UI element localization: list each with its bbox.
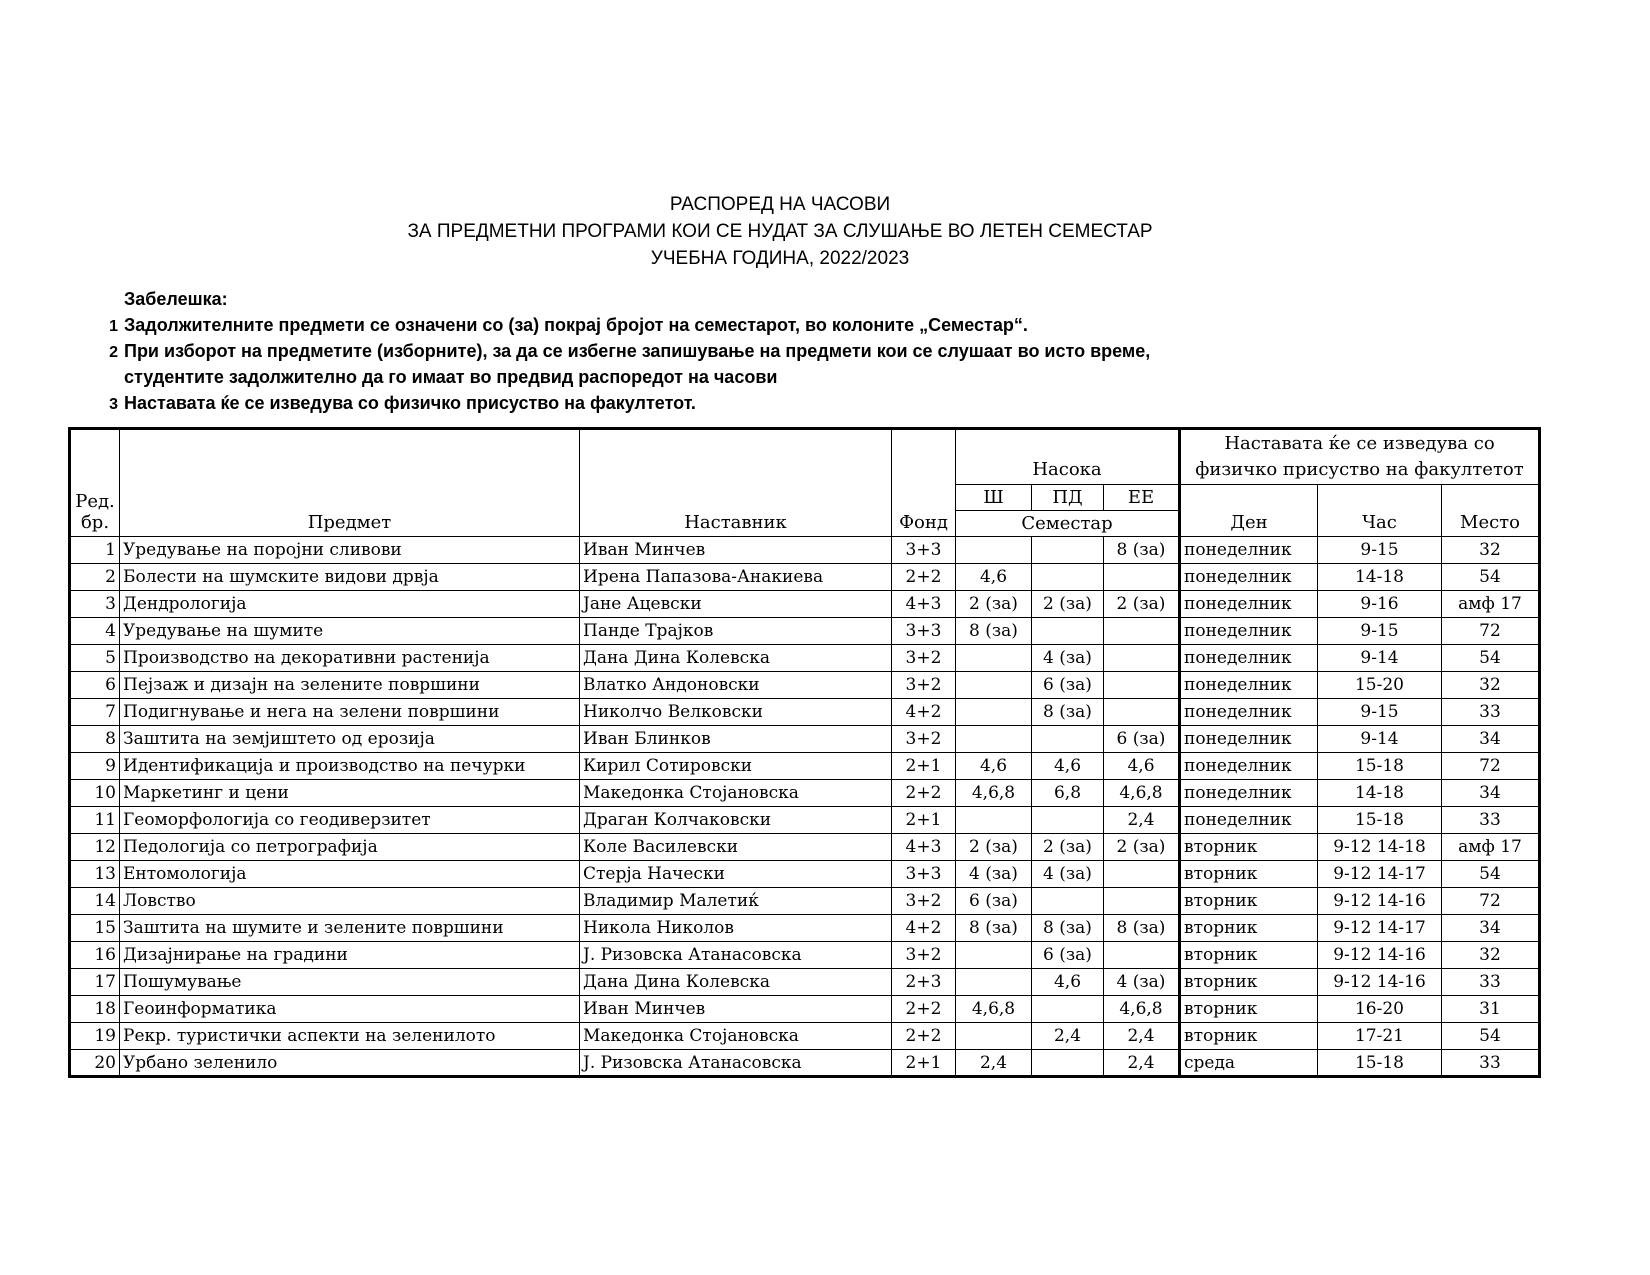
- cell-sh: [956, 645, 1032, 672]
- cell-day: понеделник: [1180, 537, 1318, 564]
- cell-ee: 8 (за): [1104, 915, 1180, 942]
- cell-day: понеделник: [1180, 780, 1318, 807]
- cell-fond: 3+2: [892, 726, 956, 753]
- header-subject: Предмет: [120, 429, 580, 537]
- cell-day: понеделник: [1180, 591, 1318, 618]
- cell-teacher: Панде Трајков: [580, 618, 892, 645]
- cell-sh: 6 (за): [956, 888, 1032, 915]
- cell-place: 72: [1442, 618, 1540, 645]
- table-row: [70, 618, 1540, 645]
- cell-teacher: Иван Минчев: [580, 996, 892, 1023]
- cell-fond: 3+2: [892, 645, 956, 672]
- cell-hour: 9-12 14-17: [1318, 861, 1442, 888]
- cell-hour: 9-12 14-16: [1318, 942, 1442, 969]
- cell-pd: 4 (за): [1032, 861, 1104, 888]
- header-presence: Наставата ќе се изведува со физичко присуство на факултетот: [1180, 429, 1540, 485]
- cell-no: 19: [70, 1023, 120, 1050]
- header-nasoka: Насока: [956, 429, 1180, 485]
- cell-fond: 2+1: [892, 753, 956, 780]
- cell-teacher: Македонка Стојановска: [580, 1023, 892, 1050]
- cell-fond: 4+3: [892, 591, 956, 618]
- cell-ee: [1104, 618, 1180, 645]
- cell-hour: 9-12 14-16: [1318, 888, 1442, 915]
- cell-day: понеделник: [1180, 807, 1318, 834]
- cell-no: 12: [70, 834, 120, 861]
- cell-no: 17: [70, 969, 120, 996]
- table-row: [70, 1050, 1540, 1077]
- cell-fond: 3+2: [892, 942, 956, 969]
- cell-ee: [1104, 942, 1180, 969]
- cell-sh: 4,6: [956, 753, 1032, 780]
- cell-subject: Подигнување и нега на зелени површини: [120, 699, 580, 726]
- cell-day: вторник: [1180, 861, 1318, 888]
- cell-pd: [1032, 564, 1104, 591]
- cell-subject: Пејзаж и дизајн на зелените површини: [120, 672, 580, 699]
- cell-pd: [1032, 888, 1104, 915]
- cell-place: 31: [1442, 996, 1540, 1023]
- cell-subject: Болести на шумските видови дрвја: [120, 564, 580, 591]
- note-heading: Забелешка:: [124, 289, 228, 309]
- cell-place: 72: [1442, 753, 1540, 780]
- cell-pd: [1032, 537, 1104, 564]
- page-subtitle: ЗА ПРЕДМЕТНИ ПРОГРАМИ КОИ СЕ НУДАТ ЗА СЛУШАЊЕ ВО ЛЕТЕН СЕМЕСТАР: [407, 221, 1153, 242]
- cell-sh: 8 (за): [956, 618, 1032, 645]
- cell-teacher: Иван Блинков: [580, 726, 892, 753]
- cell-hour: 17-21: [1318, 1023, 1442, 1050]
- cell-sh: [956, 699, 1032, 726]
- cell-pd: 4,6: [1032, 753, 1104, 780]
- cell-fond: 2+1: [892, 807, 956, 834]
- note-item: 3 Наставата ќе се изведува со физичко присуство на факултетот.: [109, 393, 696, 413]
- cell-ee: 2,4: [1104, 1050, 1180, 1077]
- cell-pd: [1032, 1050, 1104, 1077]
- cell-subject: Производство на декоративни растенија: [120, 645, 580, 672]
- cell-ee: 8 (за): [1104, 537, 1180, 564]
- cell-hour: 15-18: [1318, 1050, 1442, 1077]
- cell-place: 32: [1442, 537, 1540, 564]
- cell-pd: 8 (за): [1032, 915, 1104, 942]
- cell-subject: Маркетинг и цени: [120, 780, 580, 807]
- cell-sh: 2 (за): [956, 834, 1032, 861]
- table-row: [70, 537, 1540, 564]
- cell-teacher: Јане Ацевски: [580, 591, 892, 618]
- cell-sh: [956, 1023, 1032, 1050]
- cell-place: 33: [1442, 699, 1540, 726]
- cell-fond: 2+2: [892, 564, 956, 591]
- cell-subject: Идентификација и производство на печурки: [120, 753, 580, 780]
- cell-sh: 4 (за): [956, 861, 1032, 888]
- cell-hour: 9-14: [1318, 645, 1442, 672]
- cell-teacher: Македонка Стојановска: [580, 780, 892, 807]
- cell-fond: 3+3: [892, 618, 956, 645]
- cell-fond: 4+2: [892, 915, 956, 942]
- cell-teacher: Ирена Папазова-Анакиева: [580, 564, 892, 591]
- cell-place: амф 17: [1442, 591, 1540, 618]
- table-row: [70, 996, 1540, 1023]
- header-sh: Ш: [956, 485, 1032, 511]
- cell-no: 9: [70, 753, 120, 780]
- cell-ee: [1104, 672, 1180, 699]
- cell-fond: 2+2: [892, 1023, 956, 1050]
- cell-no: 11: [70, 807, 120, 834]
- cell-no: 1: [70, 537, 120, 564]
- cell-hour: 9-12 14-18: [1318, 834, 1442, 861]
- cell-ee: 2 (за): [1104, 591, 1180, 618]
- cell-no: 2: [70, 564, 120, 591]
- cell-place: 72: [1442, 888, 1540, 915]
- cell-no: 8: [70, 726, 120, 753]
- cell-teacher: Ј. Ризовска Атанасовска: [580, 1050, 892, 1077]
- cell-pd: 2 (за): [1032, 591, 1104, 618]
- cell-no: 3: [70, 591, 120, 618]
- cell-ee: [1104, 861, 1180, 888]
- cell-subject: Геоинформатика: [120, 996, 580, 1023]
- cell-teacher: Кирил Сотировски: [580, 753, 892, 780]
- cell-hour: 9-15: [1318, 537, 1442, 564]
- header-day: Ден: [1180, 485, 1318, 537]
- cell-subject: Геоморфологија со геодиверзитет: [120, 807, 580, 834]
- cell-ee: 4,6,8: [1104, 996, 1180, 1023]
- cell-no: 13: [70, 861, 120, 888]
- header-pd: ПД: [1032, 485, 1104, 511]
- cell-hour: 15-18: [1318, 753, 1442, 780]
- cell-teacher: Николчо Велковски: [580, 699, 892, 726]
- notes-section: [96, 286, 1150, 416]
- cell-hour: 9-16: [1318, 591, 1442, 618]
- cell-place: 54: [1442, 645, 1540, 672]
- cell-place: 34: [1442, 915, 1540, 942]
- cell-day: понеделник: [1180, 672, 1318, 699]
- cell-ee: 2 (за): [1104, 834, 1180, 861]
- cell-hour: 9-12 14-17: [1318, 915, 1442, 942]
- cell-no: 18: [70, 996, 120, 1023]
- cell-day: среда: [1180, 1050, 1318, 1077]
- cell-subject: Рекр. туристички аспекти на зеленилото: [120, 1023, 580, 1050]
- cell-sh: 4,6,8: [956, 996, 1032, 1023]
- cell-fond: 4+2: [892, 699, 956, 726]
- cell-subject: Ентомологија: [120, 861, 580, 888]
- cell-pd: 2,4: [1032, 1023, 1104, 1050]
- cell-place: 33: [1442, 969, 1540, 996]
- cell-fond: 2+1: [892, 1050, 956, 1077]
- cell-fond: 2+3: [892, 969, 956, 996]
- cell-subject: Заштита на шумите и зелените површини: [120, 915, 580, 942]
- cell-teacher: Дана Дина Колевска: [580, 645, 892, 672]
- cell-no: 20: [70, 1050, 120, 1077]
- cell-fond: 3+2: [892, 888, 956, 915]
- cell-hour: 9-15: [1318, 699, 1442, 726]
- table-row: [70, 564, 1540, 591]
- cell-day: вторник: [1180, 888, 1318, 915]
- cell-sh: 4,6: [956, 564, 1032, 591]
- cell-day: вторник: [1180, 834, 1318, 861]
- cell-teacher: Владимир Малетиќ: [580, 888, 892, 915]
- cell-sh: [956, 672, 1032, 699]
- cell-teacher: Иван Минчев: [580, 537, 892, 564]
- table-row: [70, 753, 1540, 780]
- cell-hour: 15-18: [1318, 807, 1442, 834]
- cell-place: 34: [1442, 780, 1540, 807]
- table-row: [70, 699, 1540, 726]
- cell-no: 14: [70, 888, 120, 915]
- cell-teacher: Стерја Начески: [580, 861, 892, 888]
- cell-hour: 14-18: [1318, 780, 1442, 807]
- cell-teacher: Никола Николов: [580, 915, 892, 942]
- cell-day: понеделник: [1180, 645, 1318, 672]
- cell-pd: 2 (за): [1032, 834, 1104, 861]
- cell-place: 32: [1442, 942, 1540, 969]
- cell-subject: Урбано зеленило: [120, 1050, 580, 1077]
- note-item: 1 Задолжителните предмети се означени со (за) покрај бројот на семестарот, во колоните „Семестар“.: [109, 315, 1028, 335]
- cell-sh: [956, 726, 1032, 753]
- cell-subject: Уредување на шумите: [120, 618, 580, 645]
- cell-subject: Дендрологија: [120, 591, 580, 618]
- table-row: [70, 1023, 1540, 1050]
- cell-pd: [1032, 726, 1104, 753]
- cell-pd: 6,8: [1032, 780, 1104, 807]
- table-row: [70, 726, 1540, 753]
- cell-place: 34: [1442, 726, 1540, 753]
- cell-pd: [1032, 996, 1104, 1023]
- note-item: 2 При изборот на предметите (изборните), за да се избегне запишување на предмети кои се слушаат во исто време,: [109, 341, 1151, 361]
- cell-hour: 14-18: [1318, 564, 1442, 591]
- cell-pd: 6 (за): [1032, 672, 1104, 699]
- cell-sh: [956, 807, 1032, 834]
- header-semestar: Семестар: [956, 511, 1180, 537]
- cell-subject: Пошумување: [120, 969, 580, 996]
- cell-subject: Ловство: [120, 888, 580, 915]
- cell-teacher: Ј. Ризовска Атанасовска: [580, 942, 892, 969]
- cell-hour: 9-12 14-16: [1318, 969, 1442, 996]
- cell-ee: [1104, 888, 1180, 915]
- table-row: [70, 807, 1540, 834]
- cell-ee: 2,4: [1104, 807, 1180, 834]
- cell-day: понеделник: [1180, 699, 1318, 726]
- cell-sh: 2 (за): [956, 591, 1032, 618]
- cell-teacher: Влатко Андоновски: [580, 672, 892, 699]
- cell-pd: [1032, 618, 1104, 645]
- cell-place: амф 17: [1442, 834, 1540, 861]
- cell-day: вторник: [1180, 969, 1318, 996]
- cell-no: 7: [70, 699, 120, 726]
- table-row: [70, 672, 1540, 699]
- cell-fond: 4+3: [892, 834, 956, 861]
- cell-ee: [1104, 645, 1180, 672]
- cell-hour: 15-20: [1318, 672, 1442, 699]
- cell-sh: [956, 969, 1032, 996]
- cell-day: вторник: [1180, 996, 1318, 1023]
- cell-subject: Дизајнирање на градини: [120, 942, 580, 969]
- cell-hour: 9-15: [1318, 618, 1442, 645]
- cell-sh: 8 (за): [956, 915, 1032, 942]
- cell-day: понеделник: [1180, 618, 1318, 645]
- cell-no: 15: [70, 915, 120, 942]
- cell-place: 54: [1442, 1023, 1540, 1050]
- table-row: [70, 861, 1540, 888]
- cell-no: 4: [70, 618, 120, 645]
- cell-day: вторник: [1180, 942, 1318, 969]
- cell-fond: 3+3: [892, 861, 956, 888]
- cell-place: 33: [1442, 1050, 1540, 1077]
- cell-teacher: Дана Дина Колевска: [580, 969, 892, 996]
- cell-ee: [1104, 564, 1180, 591]
- cell-sh: 4,6,8: [956, 780, 1032, 807]
- cell-fond: 2+2: [892, 780, 956, 807]
- table-row: [70, 915, 1540, 942]
- cell-ee: 2,4: [1104, 1023, 1180, 1050]
- cell-subject: Уредување на поројни сливови: [120, 537, 580, 564]
- header-hour: Час: [1318, 485, 1442, 537]
- cell-ee: 4,6: [1104, 753, 1180, 780]
- cell-ee: 6 (за): [1104, 726, 1180, 753]
- table-row: [70, 591, 1540, 618]
- header-teacher: Наставник: [580, 429, 892, 537]
- cell-hour: 9-14: [1318, 726, 1442, 753]
- cell-fond: 3+3: [892, 537, 956, 564]
- table-row: [70, 888, 1540, 915]
- cell-place: 32: [1442, 672, 1540, 699]
- cell-place: 33: [1442, 807, 1540, 834]
- note-item: студентите задолжително да го имаат во предвид распоредот на часови: [124, 367, 778, 387]
- cell-day: вторник: [1180, 1023, 1318, 1050]
- cell-pd: 8 (за): [1032, 699, 1104, 726]
- table-row: [70, 780, 1540, 807]
- cell-subject: Заштита на земјиштето од ерозија: [120, 726, 580, 753]
- cell-no: 6: [70, 672, 120, 699]
- table-row: [70, 942, 1540, 969]
- cell-subject: Педологија со петрографија: [120, 834, 580, 861]
- header-no: Ред. бр.: [70, 429, 120, 537]
- table-row: [70, 645, 1540, 672]
- cell-teacher: Коле Василевски: [580, 834, 892, 861]
- table-row: [70, 834, 1540, 861]
- cell-pd: [1032, 807, 1104, 834]
- cell-sh: [956, 942, 1032, 969]
- academic-year: УЧЕБНА ГОДИНА, 2022/2023: [650, 248, 910, 269]
- cell-sh: [956, 537, 1032, 564]
- cell-day: вторник: [1180, 915, 1318, 942]
- cell-fond: 3+2: [892, 672, 956, 699]
- cell-day: понеделник: [1180, 564, 1318, 591]
- cell-no: 10: [70, 780, 120, 807]
- header-place: Место: [1442, 485, 1540, 537]
- page-title: РАСПОРЕД НА ЧАСОВИ: [669, 194, 891, 215]
- cell-place: 54: [1442, 564, 1540, 591]
- cell-sh: 2,4: [956, 1050, 1032, 1077]
- cell-ee: 4 (за): [1104, 969, 1180, 996]
- cell-day: понеделник: [1180, 753, 1318, 780]
- schedule-table: [68, 427, 1541, 1078]
- cell-no: 16: [70, 942, 120, 969]
- cell-hour: 16-20: [1318, 996, 1442, 1023]
- cell-fond: 2+2: [892, 996, 956, 1023]
- cell-place: 54: [1442, 861, 1540, 888]
- header-fond: Фонд: [892, 429, 956, 537]
- cell-ee: 4,6,8: [1104, 780, 1180, 807]
- cell-day: понеделник: [1180, 726, 1318, 753]
- header-ee: ЕЕ: [1104, 485, 1180, 511]
- cell-ee: [1104, 699, 1180, 726]
- table-row: [70, 969, 1540, 996]
- cell-no: 5: [70, 645, 120, 672]
- cell-pd: 6 (за): [1032, 942, 1104, 969]
- cell-pd: 4 (за): [1032, 645, 1104, 672]
- cell-pd: 4,6: [1032, 969, 1104, 996]
- cell-teacher: Драган Колчаковски: [580, 807, 892, 834]
